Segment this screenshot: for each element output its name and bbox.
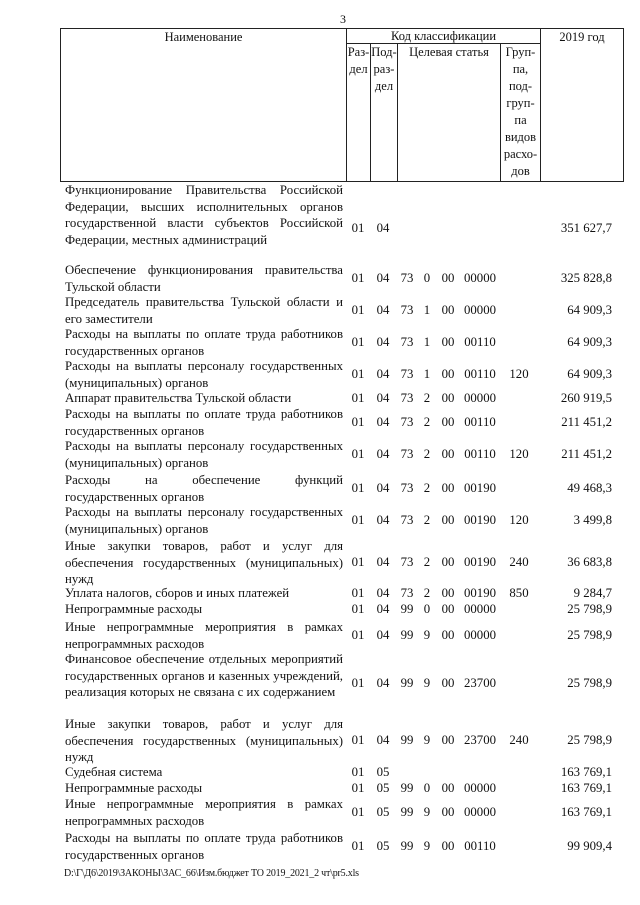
target-program-cell: 99	[400, 602, 414, 616]
target-main-activity-cell: 00	[441, 367, 455, 381]
row-name: Расходы на выплаты по оплате труда работников государственных органов	[65, 327, 343, 358]
amount-cell: 99 909,4	[567, 839, 612, 853]
amount-cell: 260 919,5	[560, 391, 612, 405]
target-main-activity-cell: 00	[441, 781, 455, 795]
target-program-cell: 99	[400, 733, 414, 747]
amount-cell: 64 909,3	[567, 303, 612, 317]
row-name: Расходы на выплаты персоналу государственных (муниципальных) органов	[65, 359, 343, 390]
row-name: Непрограммные расходы	[65, 781, 203, 795]
target-main-activity-cell: 00	[441, 602, 455, 616]
podrazdel-cell: 05	[376, 805, 390, 819]
expense-group-cell: 120	[509, 447, 529, 461]
target-direction-cell: 23700	[464, 733, 496, 747]
target-subprogram-cell: 2	[423, 481, 431, 495]
amount-cell: 163 769,1	[560, 765, 612, 779]
target-subprogram-cell: 1	[423, 303, 431, 317]
target-main-activity-cell: 00	[441, 271, 455, 285]
razdel-cell: 01	[351, 555, 365, 569]
razdel-cell: 01	[351, 415, 365, 429]
row-name: Председатель правительства Тульской области и его заместители	[65, 295, 343, 326]
target-main-activity-cell: 00	[441, 481, 455, 495]
amount-cell: 9 284,7	[573, 586, 612, 600]
target-main-activity-cell: 00	[441, 555, 455, 569]
podrazdel-cell: 04	[376, 513, 390, 527]
razdel-cell: 01	[351, 839, 365, 853]
target-subprogram-cell: 9	[423, 839, 431, 853]
target-subprogram-cell: 2	[423, 555, 431, 569]
razdel-header: Раз- дел	[347, 45, 370, 76]
target-program-cell: 73	[400, 415, 414, 429]
expense-group-cell: 120	[509, 513, 529, 527]
podrazdel-cell: 04	[376, 555, 390, 569]
amount-cell: 351 627,7	[560, 221, 612, 235]
podrazdel-cell: 04	[376, 303, 390, 317]
target-direction-cell: 00190	[464, 555, 496, 569]
amount-cell: 25 798,9	[567, 628, 612, 642]
target-subprogram-cell: 9	[423, 733, 431, 747]
razdel-cell: 01	[351, 628, 365, 642]
target-program-cell: 99	[400, 805, 414, 819]
target-header: Целевая статья	[409, 45, 489, 59]
amount-cell: 25 798,9	[567, 676, 612, 690]
target-subprogram-cell: 2	[423, 586, 431, 600]
podrazdel-cell: 04	[376, 447, 390, 461]
target-direction-cell: 00000	[464, 781, 496, 795]
target-direction-cell: 00000	[464, 602, 496, 616]
target-subprogram-cell: 0	[423, 781, 431, 795]
row-name: Судебная система	[65, 765, 163, 779]
target-subprogram-cell: 0	[423, 602, 431, 616]
expense-group-cell: 120	[509, 367, 529, 381]
podrazdel-cell: 04	[376, 676, 390, 690]
podrazdel-cell: 05	[376, 765, 390, 779]
target-subprogram-cell: 2	[423, 415, 431, 429]
expense-group-cell: 850	[509, 586, 529, 600]
year-header: 2019 год	[559, 30, 605, 44]
target-main-activity-cell: 00	[441, 733, 455, 747]
page-number: 3	[340, 12, 346, 26]
target-subprogram-cell: 2	[423, 513, 431, 527]
target-main-activity-cell: 00	[441, 391, 455, 405]
amount-cell: 25 798,9	[567, 602, 612, 616]
row-name: Расходы на выплаты персоналу государственных (муниципальных) органов	[65, 439, 343, 470]
target-direction-cell: 00000	[464, 271, 496, 285]
classification-header: Код классификации	[390, 29, 497, 43]
row-name: Уплата налогов, сборов и иных платежей	[65, 586, 290, 600]
razdel-cell: 01	[351, 765, 365, 779]
target-program-cell: 73	[400, 271, 414, 285]
podrazdel-cell: 05	[376, 839, 390, 853]
razdel-cell: 01	[351, 805, 365, 819]
target-direction-cell: 00110	[464, 447, 496, 461]
target-direction-cell: 00000	[464, 805, 496, 819]
podrazdel-header: Под- раз- дел	[371, 45, 397, 93]
amount-cell: 36 683,8	[567, 555, 612, 569]
razdel-cell: 01	[351, 367, 365, 381]
podrazdel-cell: 04	[376, 335, 390, 349]
podrazdel-cell: 04	[376, 586, 390, 600]
podrazdel-cell: 04	[376, 628, 390, 642]
target-main-activity-cell: 00	[441, 628, 455, 642]
row-name: Финансовое обеспечение отдельных мероприятий государственных органов и казенных учреждений, реализация которых не связана с их содержанием	[65, 652, 343, 700]
group-header: Груп- па, под- груп- па видов расхо- дов	[503, 45, 538, 178]
razdel-cell: 01	[351, 586, 365, 600]
target-program-cell: 99	[400, 781, 414, 795]
target-direction-cell: 00190	[464, 481, 496, 495]
target-direction-cell: 00000	[464, 391, 496, 405]
target-program-cell: 99	[400, 676, 414, 690]
target-program-cell: 99	[400, 839, 414, 853]
razdel-cell: 01	[351, 447, 365, 461]
razdel-cell: 01	[351, 221, 365, 235]
row-name: Расходы на выплаты персоналу государственных (муниципальных) органов	[65, 505, 343, 536]
target-program-cell: 73	[400, 481, 414, 495]
target-direction-cell: 00110	[464, 839, 496, 853]
row-name: Непрограммные расходы	[65, 602, 203, 616]
row-name: Иные непрограммные мероприятия в рамках непрограммных расходов	[65, 620, 343, 651]
row-name: Иные закупки товаров, работ и услуг для обеспечения государственных (муниципальных) нужд	[65, 539, 343, 587]
row-name: Расходы на выплаты по оплате труда работников государственных органов	[65, 407, 343, 438]
row-name: Иные непрограммные мероприятия в рамках непрограммных расходов	[65, 797, 343, 828]
amount-cell: 325 828,8	[560, 271, 612, 285]
razdel-cell: 01	[351, 271, 365, 285]
expense-group-cell: 240	[509, 555, 529, 569]
amount-cell: 49 468,3	[567, 481, 612, 495]
target-main-activity-cell: 00	[441, 303, 455, 317]
target-main-activity-cell: 00	[441, 447, 455, 461]
target-subprogram-cell: 1	[423, 367, 431, 381]
amount-cell: 211 451,2	[561, 447, 612, 461]
row-name: Функционирование Правительства Российской Федерации, высших исполнительных органов государственной власти субъектов Российской Федерации, местных администраций	[65, 183, 343, 247]
podrazdel-cell: 04	[376, 602, 390, 616]
target-program-cell: 73	[400, 447, 414, 461]
amount-cell: 3 499,8	[573, 513, 612, 527]
target-direction-cell: 00190	[464, 513, 496, 527]
target-program-cell: 99	[400, 628, 414, 642]
row-name: Аппарат правительства Тульской области	[65, 391, 292, 405]
razdel-cell: 01	[351, 602, 365, 616]
target-program-cell: 73	[400, 513, 414, 527]
podrazdel-cell: 04	[376, 367, 390, 381]
row-name: Иные закупки товаров, работ и услуг для обеспечения государственных (муниципальных) нужд	[65, 717, 343, 765]
podrazdel-cell: 04	[376, 415, 390, 429]
row-name: Расходы на обеспечение функций государственных органов	[65, 473, 343, 504]
target-direction-cell: 00110	[464, 367, 496, 381]
target-subprogram-cell: 9	[423, 676, 431, 690]
target-subprogram-cell: 0	[423, 271, 431, 285]
target-direction-cell: 00000	[464, 628, 496, 642]
razdel-cell: 01	[351, 676, 365, 690]
target-subprogram-cell: 1	[423, 335, 431, 349]
podrazdel-cell: 04	[376, 733, 390, 747]
podrazdel-cell: 04	[376, 271, 390, 285]
razdel-cell: 01	[351, 303, 365, 317]
razdel-cell: 01	[351, 335, 365, 349]
amount-cell: 25 798,9	[567, 733, 612, 747]
target-direction-cell: 00110	[464, 335, 496, 349]
target-subprogram-cell: 9	[423, 805, 431, 819]
target-program-cell: 73	[400, 555, 414, 569]
razdel-cell: 01	[351, 391, 365, 405]
target-main-activity-cell: 00	[441, 805, 455, 819]
target-subprogram-cell: 9	[423, 628, 431, 642]
row-name: Обеспечение функционирования правительства Тульской области	[65, 263, 343, 294]
target-main-activity-cell: 00	[441, 586, 455, 600]
podrazdel-cell: 04	[376, 481, 390, 495]
target-program-cell: 73	[400, 367, 414, 381]
target-main-activity-cell: 00	[441, 335, 455, 349]
target-program-cell: 73	[400, 303, 414, 317]
amount-cell: 163 769,1	[560, 805, 612, 819]
target-direction-cell: 23700	[464, 676, 496, 690]
razdel-cell: 01	[351, 781, 365, 795]
expense-group-cell: 240	[509, 733, 529, 747]
target-direction-cell: 00190	[464, 586, 496, 600]
razdel-cell: 01	[351, 513, 365, 527]
amount-cell: 211 451,2	[561, 415, 612, 429]
target-program-cell: 73	[400, 335, 414, 349]
amount-cell: 64 909,3	[567, 367, 612, 381]
target-subprogram-cell: 2	[423, 447, 431, 461]
amount-cell: 64 909,3	[567, 335, 612, 349]
target-program-cell: 73	[400, 586, 414, 600]
target-main-activity-cell: 00	[441, 415, 455, 429]
razdel-cell: 01	[351, 481, 365, 495]
target-direction-cell: 00000	[464, 303, 496, 317]
target-main-activity-cell: 00	[441, 676, 455, 690]
amount-cell: 163 769,1	[560, 781, 612, 795]
target-direction-cell: 00110	[464, 415, 496, 429]
target-subprogram-cell: 2	[423, 391, 431, 405]
row-name: Расходы на выплаты по оплате труда работников государственных органов	[65, 831, 343, 862]
target-program-cell: 73	[400, 391, 414, 405]
target-main-activity-cell: 00	[441, 839, 455, 853]
file-path-footer: D:\Г\Д6\2019\ЗАКОНЫ\ЗАС_66\Изм.бюджет ТО 2019_2021_2 чт\pr5.xls	[64, 868, 359, 879]
podrazdel-cell: 04	[376, 391, 390, 405]
podrazdel-cell: 04	[376, 221, 390, 235]
name-column-header: Наименование	[164, 30, 243, 44]
podrazdel-cell: 05	[376, 781, 390, 795]
razdel-cell: 01	[351, 733, 365, 747]
target-main-activity-cell: 00	[441, 513, 455, 527]
